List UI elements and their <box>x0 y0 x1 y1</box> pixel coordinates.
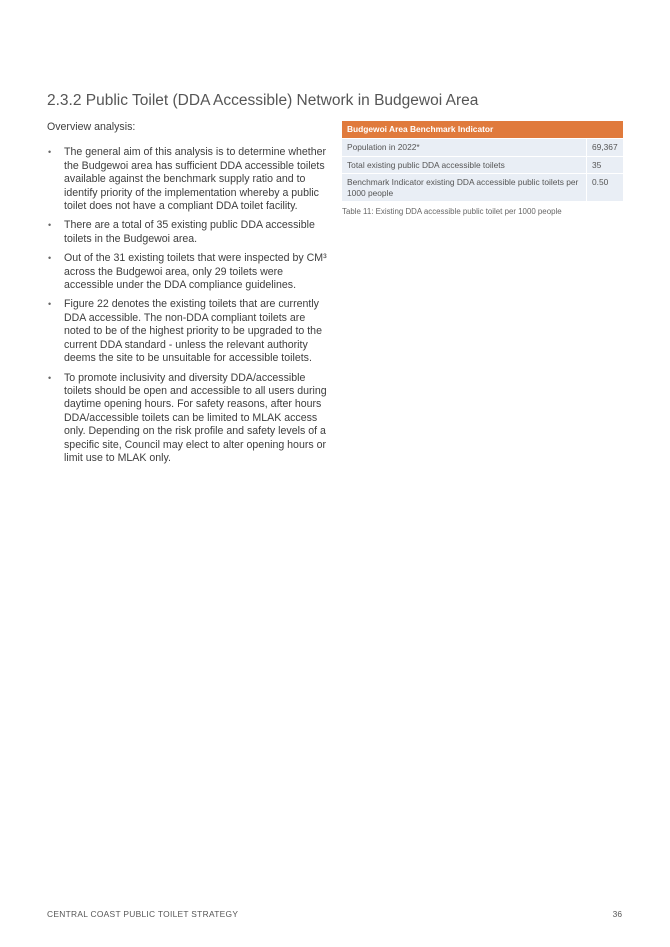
row-value: 35 <box>587 156 624 174</box>
table-row <box>342 156 623 174</box>
bullet-text: Out of the 31 existing toilets that were inspected by CM³ across the Budgewoi area, only 29 toilets were accessible under the DDA compliance guidelines. <box>64 252 327 292</box>
row-label: Total existing public DDA accessible toilets <box>342 156 587 174</box>
bullet-icon: • <box>48 372 52 383</box>
bullet-icon: • <box>48 220 52 231</box>
bullet-icon: • <box>48 253 52 264</box>
bullet-icon: • <box>48 299 52 310</box>
row-value: 0.50 <box>587 174 624 202</box>
row-value: 69,367 <box>587 139 624 157</box>
overview-label: Overview analysis: <box>47 121 136 133</box>
bullet-text: To promote inclusivity and diversity DDA/accessible toilets should be open and accessible to all users during daytime opening hours. For safety reasons, after hours DDA/accessible toilets can be limited to MLAK access only. Depending on the risk profile and safety levels of a specific site, Council may elect to alter opening hours or limit use to MLAK only. <box>64 371 327 464</box>
bullet-item <box>47 219 330 246</box>
bullet-item <box>47 252 330 292</box>
bullet-item <box>47 372 330 466</box>
table-header: Budgewoi Area Benchmark Indicator <box>342 121 623 139</box>
bullet-text: Figure 22 denotes the existing toilets that are currently DDA accessible. The non-DDA compliant toilets are noted to be of the highest priority to be upgraded to the current DDA standard - unless the relevant authority deems the site to be unsuitable for accessible toilets. <box>64 298 322 365</box>
table-row <box>342 174 623 202</box>
bullet-item <box>47 298 330 365</box>
overview-column <box>47 121 330 471</box>
bullet-text: The general aim of this analysis is to determine whether the Budgewoi area has sufficient DDA accessible toilets available against the benchmark supply ratio and to identify priority of the implementation whereby a public toilet does not have a compliant DDA toilet facility. <box>64 146 327 213</box>
row-label: Population in 2022* <box>342 139 587 157</box>
table-caption: Table 11: Existing DDA accessible public toilet per 1000 people <box>342 207 562 216</box>
table-header-row <box>342 121 623 139</box>
row-label: Benchmark Indicator existing DDA accessible public toilets per 1000 people <box>342 174 587 202</box>
bullet-item <box>47 146 330 213</box>
bullet-text: There are a total of 35 existing public DDA accessible toilets in the Budgewoi area. <box>64 219 315 245</box>
benchmark-table <box>342 121 623 201</box>
table-row <box>342 139 623 157</box>
bullet-icon: • <box>48 147 52 158</box>
section-heading: 2.3.2 Public Toilet (DDA Accessible) Network in Budgewoi Area <box>47 92 479 109</box>
page-number: 36 <box>612 909 622 919</box>
footer-title: CENTRAL COAST PUBLIC TOILET STRATEGY <box>47 909 239 919</box>
benchmark-table-block <box>342 121 623 216</box>
bullet-list <box>47 146 330 465</box>
